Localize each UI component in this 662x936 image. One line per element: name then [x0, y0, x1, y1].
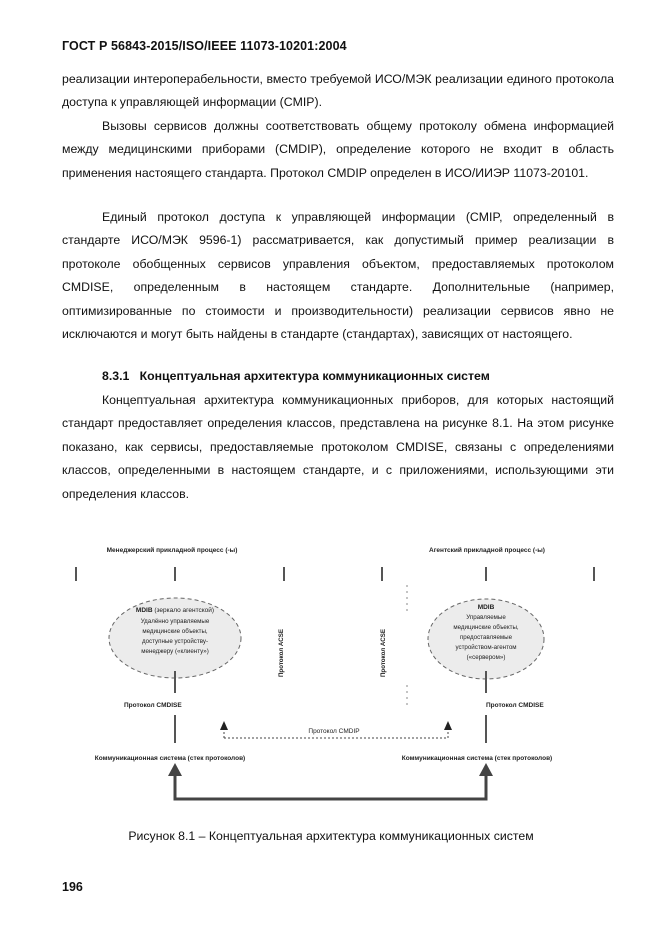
architecture-figure [62, 535, 622, 835]
comm-left-label: Коммуникационная система (стек протоколов) [94, 755, 246, 762]
manager-process-label: Менеджерский прикладной процесс (-ы) [106, 547, 238, 554]
link-arrow-right-icon [479, 763, 493, 776]
agent-mdib-line-5: («сервером») [466, 654, 506, 661]
section-heading [102, 369, 490, 383]
process-boundary-ticks [76, 567, 594, 581]
manager-mdib-line-1: Удалённо управляемые [140, 618, 210, 625]
paragraph-2: Вызовы сервисов должны соответствовать общему протоколу обмена информацией между медицинскими приборами (CMDIP), определение которого не входит в область применения настоящего стандарта. Протокол CMDIP определен в ИСО/ИИЭР 11073-20101. [62, 119, 614, 180]
agent-mdib-line-3: предоставляемые [459, 634, 513, 641]
manager-mdib-title-line: MDIB (зеркало агентской) [135, 607, 215, 614]
lower-ticks [175, 671, 486, 693]
link-arrow-left-icon [168, 763, 182, 776]
agent-mdib-line-4: устройством-агентом [455, 644, 517, 651]
paragraph-3: Единый протокол доступа к управляющей информации (CMIP, определенный в стандарте ИСО/МЭК 9596-1) рассматривается, как допустимый пример реализации в протоколе обобщенных сервисов управления объектом, предоставляемых протоколом CMDISE, определенным в настоящем стандарте. Дополнительные (например, оптимизированные по стоимости и производительности) реализации сервисов явно не исключаются и могут быть найдены в стандарте (стандартах), зависящих от настоящего. [62, 210, 614, 342]
manager-mdib-line-2: медицинские объекты, [142, 628, 208, 635]
agent-mdib-line-2: медицинские объекты, [453, 624, 519, 631]
cmdip-label: Протокол CMDIP [308, 728, 360, 735]
cmdise-left-label: Протокол CMDISE [124, 702, 182, 709]
paragraph-1: реализации интероперабельности, вместо требуемой ИСО/МЭК реализации единого протокола доступа к управляющей информации (CMIP). [62, 72, 614, 110]
cmdip-arrow-left-icon [220, 721, 228, 730]
page-number: 196 [62, 880, 83, 894]
section-paragraph: Концептуальная архитектура коммуникационных приборов, для которых настоящий стандарт предоставляет определения классов, представлена на рисунке 8.1. На этом рисунке показано, как сервисы, предоставляемые протоколом CMDISE, связаны с определениями классов, определенными в настоящем стандарте, и с приложениями, использующими эти определения классов. [62, 393, 614, 501]
agent-mdib-title: MDIB [477, 604, 495, 611]
manager-mdib-line-4: менеджеру («клиенту») [141, 648, 209, 655]
architecture-diagram [62, 535, 622, 835]
comm-right-label: Коммуникационная система (стек протоколов) [401, 755, 553, 762]
cmdise-right-label: Протокол CMDISE [486, 702, 544, 709]
figure-caption: Рисунок 8.1 – Концептуальная архитектура коммуникационных систем [128, 829, 534, 843]
acse-right-label: Протокол ACSE [380, 628, 387, 678]
agent-mdib-line-1: Управляемые [466, 614, 506, 621]
cmdip-arrow-right-icon [444, 721, 452, 730]
section-number: 8.3.1 [102, 369, 130, 383]
agent-process-label: Агентский прикладной процесс (-ы) [429, 547, 545, 554]
physical-link [168, 763, 493, 799]
document-header: ГОСТ Р 56843-2015/ISO/IEEE 11073-10201:2004 [62, 39, 347, 53]
section-title: Концептуальная архитектура коммуникационных систем [139, 369, 490, 383]
manager-mdib-line-3: доступные устройству- [141, 638, 209, 645]
acse-left-label: Протокол ACSE [278, 628, 285, 678]
